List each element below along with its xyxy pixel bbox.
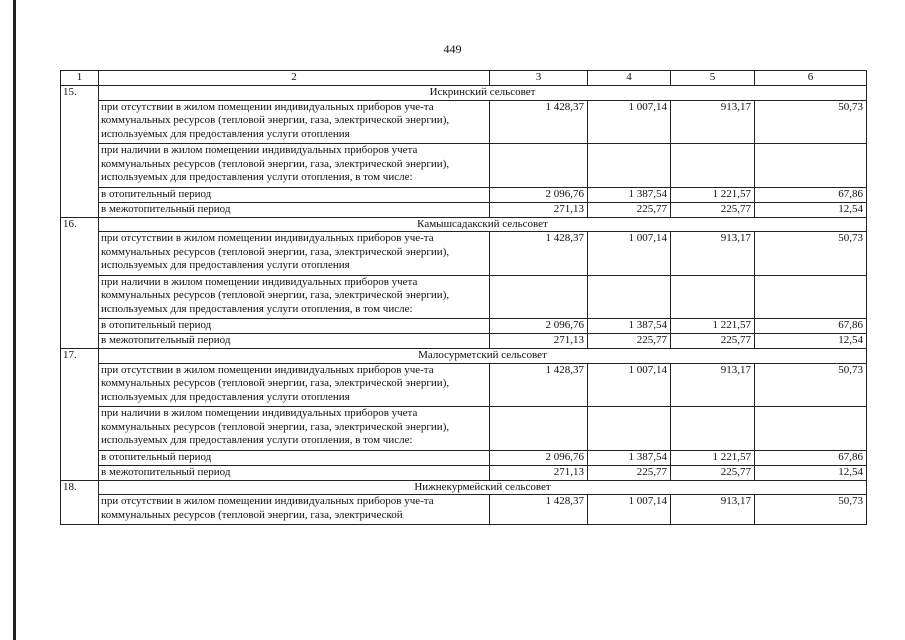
table-header-row — [61, 71, 867, 86]
table-row — [61, 232, 867, 276]
table-row — [61, 407, 867, 451]
section-title-row — [61, 349, 867, 364]
empty-cell — [490, 407, 588, 451]
table-row — [61, 144, 867, 188]
table-row — [61, 100, 867, 144]
section-title-row — [61, 86, 867, 101]
row-value: 271,13 — [490, 334, 588, 349]
table-row — [61, 334, 867, 349]
row-value: 1 387,54 — [588, 319, 671, 334]
section-index: 15. — [61, 86, 99, 218]
column-header: 3 — [490, 71, 588, 86]
row-value: 913,17 — [671, 495, 755, 525]
row-value: 1 428,37 — [490, 363, 588, 407]
row-description: при отсутствии в жилом помещении индивидуальных приборов уче-та коммунальных ресурсов (тепловой энергии, газа, электрической энергии), используемых для предоставления услуги отопления — [99, 363, 490, 407]
column-header: 5 — [671, 71, 755, 86]
row-value: 2 096,76 — [490, 450, 588, 465]
section-title: Малосурметский сельсовет — [99, 349, 867, 364]
table-row — [61, 465, 867, 480]
row-value: 1 221,57 — [671, 187, 755, 202]
section-index: 18. — [61, 480, 99, 525]
empty-cell — [755, 275, 867, 319]
row-value: 1 387,54 — [588, 187, 671, 202]
empty-cell — [755, 144, 867, 188]
row-description: при наличии в жилом помещении индивидуальных приборов учета коммунальных ресурсов (тепловой энергии, газа, электрической энергии), используемых для предоставления услуги отопления, в том числе: — [99, 407, 490, 451]
table-row — [61, 187, 867, 202]
row-value: 225,77 — [588, 202, 671, 217]
row-value: 12,54 — [755, 202, 867, 217]
row-value: 2 096,76 — [490, 319, 588, 334]
column-header: 1 — [61, 71, 99, 86]
row-value: 271,13 — [490, 465, 588, 480]
row-value: 50,73 — [755, 495, 867, 525]
row-value: 1 007,14 — [588, 232, 671, 276]
row-value: 225,77 — [671, 334, 755, 349]
empty-cell — [588, 144, 671, 188]
empty-cell — [490, 275, 588, 319]
row-value: 12,54 — [755, 334, 867, 349]
empty-cell — [588, 407, 671, 451]
row-description: при отсутствии в жилом помещении индивидуальных приборов уче-та коммунальных ресурсов (тепловой энергии, газа, электрической энергии), используемых для предоставления услуги отопления — [99, 232, 490, 276]
section-title-row — [61, 217, 867, 232]
row-description: при отсутствии в жилом помещении индивидуальных приборов уче-та коммунальных ресурсов (тепловой энергии, газа, электрической энергии), используемых для предоставления услуги отопления — [99, 100, 490, 144]
row-description: при отсутствии в жилом помещении индивидуальных приборов уче-та коммунальных ресурсов (тепловой энергии, газа, электрической — [99, 495, 490, 525]
table-row — [61, 275, 867, 319]
row-description: в отопительный период — [99, 450, 490, 465]
row-description: в межотопительный период — [99, 465, 490, 480]
row-value: 2 096,76 — [490, 187, 588, 202]
section-index: 17. — [61, 349, 99, 481]
row-description: в отопительный период — [99, 187, 490, 202]
row-value: 271,13 — [490, 202, 588, 217]
section-title-row — [61, 480, 867, 495]
section-index: 16. — [61, 217, 99, 349]
table-row — [61, 450, 867, 465]
row-value: 1 428,37 — [490, 100, 588, 144]
row-description: в межотопительный период — [99, 202, 490, 217]
row-value: 12,54 — [755, 465, 867, 480]
table-row — [61, 319, 867, 334]
scan-left-border — [13, 0, 16, 640]
row-value: 913,17 — [671, 232, 755, 276]
row-value: 50,73 — [755, 100, 867, 144]
empty-cell — [671, 144, 755, 188]
table-row — [61, 363, 867, 407]
row-value: 1 428,37 — [490, 495, 588, 525]
row-value: 50,73 — [755, 363, 867, 407]
row-value: 1 387,54 — [588, 450, 671, 465]
row-value: 225,77 — [671, 465, 755, 480]
empty-cell — [671, 407, 755, 451]
section-title: Искринский сельсовет — [99, 86, 867, 101]
row-value: 1 428,37 — [490, 232, 588, 276]
row-value: 1 007,14 — [588, 100, 671, 144]
row-description: при наличии в жилом помещении индивидуальных приборов учета коммунальных ресурсов (тепловой энергии, газа, электрической энергии), используемых для предоставления услуги отопления, в том числе: — [99, 144, 490, 188]
section-title: Нижнекурмейский сельсовет — [99, 480, 867, 495]
tariff-table — [60, 70, 867, 525]
table-row — [61, 202, 867, 217]
page-number: 449 — [443, 42, 462, 56]
row-value: 1 007,14 — [588, 495, 671, 525]
row-value: 913,17 — [671, 363, 755, 407]
empty-cell — [671, 275, 755, 319]
empty-cell — [755, 407, 867, 451]
column-header: 2 — [99, 71, 490, 86]
row-value: 225,77 — [588, 334, 671, 349]
row-value: 67,86 — [755, 319, 867, 334]
row-description: в отопительный период — [99, 319, 490, 334]
row-value: 1 221,57 — [671, 319, 755, 334]
row-value: 225,77 — [671, 202, 755, 217]
column-header: 6 — [755, 71, 867, 86]
table-row — [61, 495, 867, 525]
row-value: 1 221,57 — [671, 450, 755, 465]
row-value: 913,17 — [671, 100, 755, 144]
column-header: 4 — [588, 71, 671, 86]
empty-cell — [490, 144, 588, 188]
row-description: в межотопительный период — [99, 334, 490, 349]
row-value: 1 007,14 — [588, 363, 671, 407]
row-value: 50,73 — [755, 232, 867, 276]
empty-cell — [588, 275, 671, 319]
section-title: Камышсадакский сельсовет — [99, 217, 867, 232]
row-value: 225,77 — [588, 465, 671, 480]
row-value: 67,86 — [755, 187, 867, 202]
row-value: 67,86 — [755, 450, 867, 465]
row-description: при наличии в жилом помещении индивидуальных приборов учета коммунальных ресурсов (тепловой энергии, газа, электрической энергии), используемых для предоставления услуги отопления, в том числе: — [99, 275, 490, 319]
